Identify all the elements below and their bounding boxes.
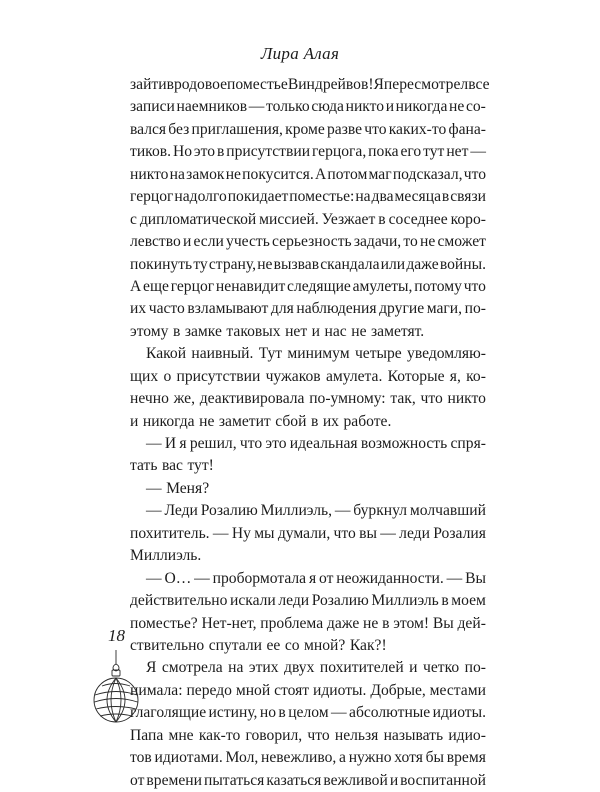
text-line: с дипломатической миссией. Уезжает в соседнее коро- [130, 210, 486, 228]
text-line: глаголящие истину, но в целом — абсолютные идиоты. [130, 704, 486, 722]
text-line: нимала: передо мной стоят идиоты. Добрые, местами [130, 681, 486, 699]
text-line: вался без приглашения, кроме разве что каких-то фана- [130, 120, 486, 138]
christmas-bauble-icon [92, 650, 140, 746]
text-line: действительно искали леди Розалию Миллиэль в моем [130, 592, 486, 610]
text-line: нечно же, деактивировала по-умному: так, что никто [130, 390, 486, 408]
text-line: от времени пытаться казаться вежливой и воспитанной [130, 771, 486, 789]
text-line: этому в замке таковых нет и нас не заметят. [130, 322, 425, 340]
text-line: Я смотрела на этих двух похитителей и четко по- [146, 659, 486, 677]
page-number: 18 [108, 626, 125, 645]
text-line: — Леди Розалию Миллиэль, — буркнул молчавший [146, 502, 486, 520]
text-line: Миллиэль. [130, 547, 202, 565]
text-line: похититель. — Ну мы думали, что вы — леди Розалия [130, 524, 486, 542]
text-line: поместье? Нет-нет, проблема даже не в этом! Вы дей- [130, 614, 486, 632]
text-line: Какой наивный. Тут минимум четыре уведомляю- [146, 345, 486, 363]
text-line: и никогда не заметит сбой в их работе. [130, 412, 392, 430]
running-head-title: Лира Алая [260, 44, 340, 63]
text-line: герцог надолго покидает поместье: на два месяца в связи [130, 188, 486, 206]
text-line: тать вас тут! [130, 457, 214, 475]
text-line: тиков. Но это в присутствии герцога, пока его тут нет — [130, 143, 486, 161]
text-line: зайти в родовое поместье Виндрейвов! Я пересмотрел все [130, 76, 490, 93]
text-line: покинуть ту страну, не вызвав скандала или даже войны. [130, 255, 486, 273]
text-line: — И я решил, что это идеальная возможность спря- [146, 435, 486, 452]
text-line: их часто взламывают для наблюдения другие маги, по- [130, 300, 486, 318]
text-line: ствительно спутали ее со мной? Как?! [130, 636, 387, 654]
text-line: — О… — пробормотала я от неожиданности. — Вы [146, 569, 486, 587]
body-text [130, 74, 490, 792]
text-line: щих о присутствии чужаков амулета. Которые я, ко- [130, 367, 486, 385]
text-line: — Меня? [146, 479, 210, 497]
text-line: левство и если учесть серьезность задачи, то не сможет [130, 233, 486, 251]
text-line: А еще герцог ненавидит следящие амулеты, потому что [130, 277, 486, 295]
text-line: никто на замок не покусится. А потом маг подсказал, что [130, 165, 486, 183]
text-line: Папа мне как-то говорил, что нельзя называть идио- [130, 726, 486, 744]
text-line: записи наемников — только сюда никто и никогда не со- [130, 98, 486, 116]
text-line: тов идиотами. Мол, невежливо, а нужно хотя бы время [130, 749, 486, 767]
